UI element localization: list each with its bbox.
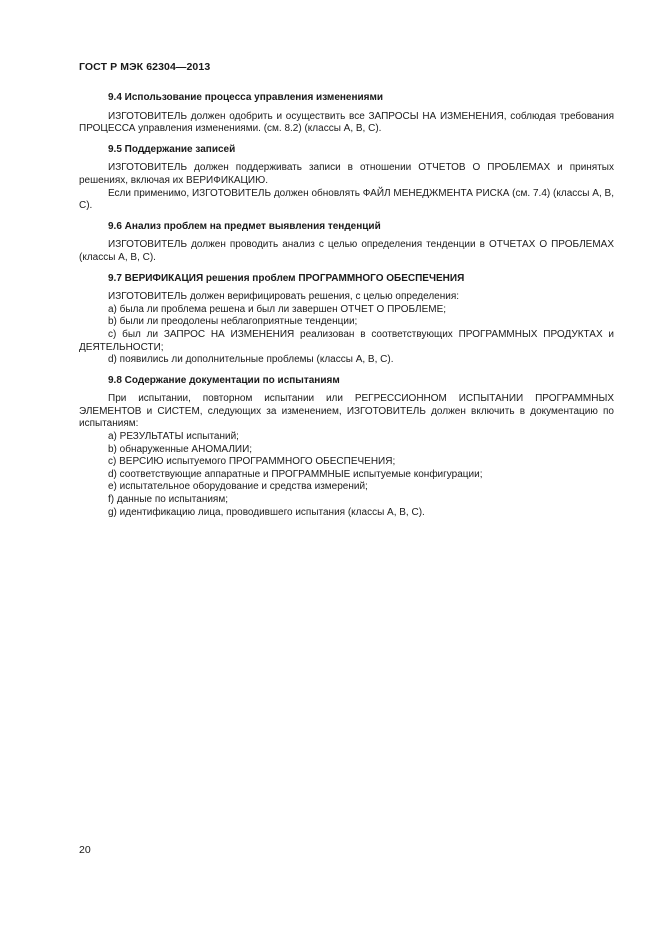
section-heading: 9.7 ВЕРИФИКАЦИЯ решения проблем ПРОГРАММНОГО ОБЕСПЕЧЕНИЯ <box>108 272 465 284</box>
list-item: a) РЕЗУЛЬТАТЫ испытаний; <box>108 431 239 443</box>
section-9-6 <box>79 221 614 265</box>
paragraph: ИЗГОТОВИТЕЛЬ должен верифицировать решения, с целью определения: <box>108 291 460 303</box>
list-item: e) испытательное оборудование и средства измерений; <box>108 481 368 493</box>
list-item: b) были ли преодолены неблагоприятные тенденции; <box>108 316 358 328</box>
paragraph: ИЗГОТОВИТЕЛЬ должен поддерживать записи в отношении ОТЧЕТОВ О ПРОБЛЕМАХ и принятых решениях, включая их ВЕРИФИКАЦИЮ. <box>79 162 614 186</box>
section-9-5 <box>79 144 614 213</box>
section-9-7 <box>79 273 614 367</box>
paragraph: ИЗГОТОВИТЕЛЬ должен проводить анализ с целью определения тенденции в ОТЧЕТАХ О ПРОБЛЕМАХ (классы А, В, С). <box>79 239 614 263</box>
document-body <box>79 92 614 527</box>
section-9-8 <box>79 375 614 520</box>
list-item: c) был ли ЗАПРОС НА ИЗМЕНЕНИЯ реализован в соответствующих ПРОГРАММНЫХ ПРОДУКТАХ и ДЕЯТЕЛЬНОСТИ; <box>79 328 614 353</box>
list-item: d) появились ли дополнительные проблемы (классы А, В, С). <box>108 354 394 366</box>
section-heading: 9.6 Анализ проблем на предмет выявления тенденций <box>108 220 381 232</box>
section-heading: 9.5 Поддержание записей <box>108 143 236 155</box>
paragraph: Если применимо, ИЗГОТОВИТЕЛЬ должен обновлять ФАЙЛ МЕНЕДЖМЕНТА РИСКА (см. 7.4) (классы А, В, С). <box>79 187 614 212</box>
list-item: c) ВЕРСИЮ испытуемого ПРОГРАММНОГО ОБЕСПЕЧЕНИЯ; <box>108 456 396 468</box>
list-item: b) обнаруженные АНОМАЛИИ; <box>108 443 253 455</box>
list-item: d) соответствующие аппаратные и ПРОГРАММНЫЕ испытуемые конфигурации; <box>108 468 483 480</box>
section-9-4 <box>79 92 614 136</box>
list-item: f) данные по испытаниям; <box>108 494 229 506</box>
document-header: ГОСТ Р МЭК 62304—2013 <box>79 61 211 73</box>
section-heading: 9.4 Использование процесса управления изменениями <box>108 92 384 103</box>
section-heading: 9.8 Содержание документации по испытаниям <box>108 374 340 386</box>
list-item: a) была ли проблема решена и был ли завершен ОТЧЕТ О ПРОБЛЕМЕ; <box>108 303 447 315</box>
page-number: 20 <box>79 844 91 856</box>
list-item: g) идентификацию лица, проводившего испытания (классы А, В, С). <box>108 506 425 518</box>
paragraph: ИЗГОТОВИТЕЛЬ должен одобрить и осуществить все ЗАПРОСЫ НА ИЗМЕНЕНИЯ, соблюдая требования ПРОЦЕССА управления изменениями. (см. 8.2) (классы А, В, С). <box>79 110 614 135</box>
paragraph: При испытании, повторном испытании или РЕГРЕССИОННОМ ИСПЫТАНИИ ПРОГРАММНЫХ ЭЛЕМЕНТОВ и СИСТЕМ, следующих за изменением, ИЗГОТОВИТЕЛЬ должен включить в документацию по испытаниям: <box>79 393 614 430</box>
